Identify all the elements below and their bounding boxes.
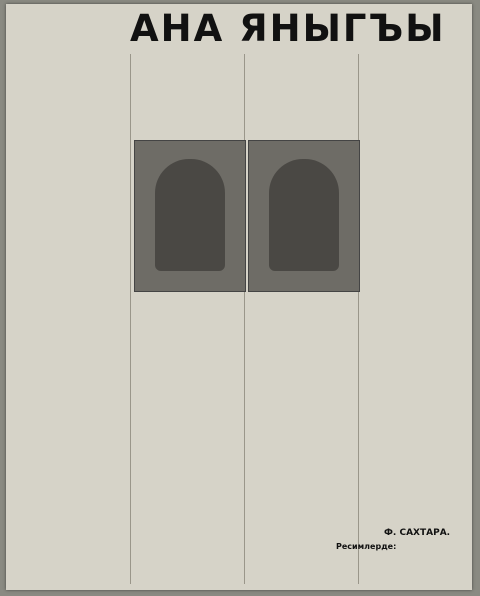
text-column-divider <box>130 54 131 584</box>
newspaper-clipping <box>6 4 472 590</box>
portrait-figure <box>155 159 225 271</box>
portrait-photo-young-man <box>248 140 360 292</box>
author-signature: Ф. САХТАРА. <box>384 528 451 538</box>
portrait-figure <box>269 159 339 271</box>
photo-caption-label: Ресимлерде: <box>336 542 397 551</box>
text-column-divider <box>244 54 245 584</box>
text-column-divider <box>358 54 359 584</box>
portrait-photo-elderly-woman <box>134 140 246 292</box>
article-headline: АНА ЯНЫГЪЫ <box>130 7 446 50</box>
